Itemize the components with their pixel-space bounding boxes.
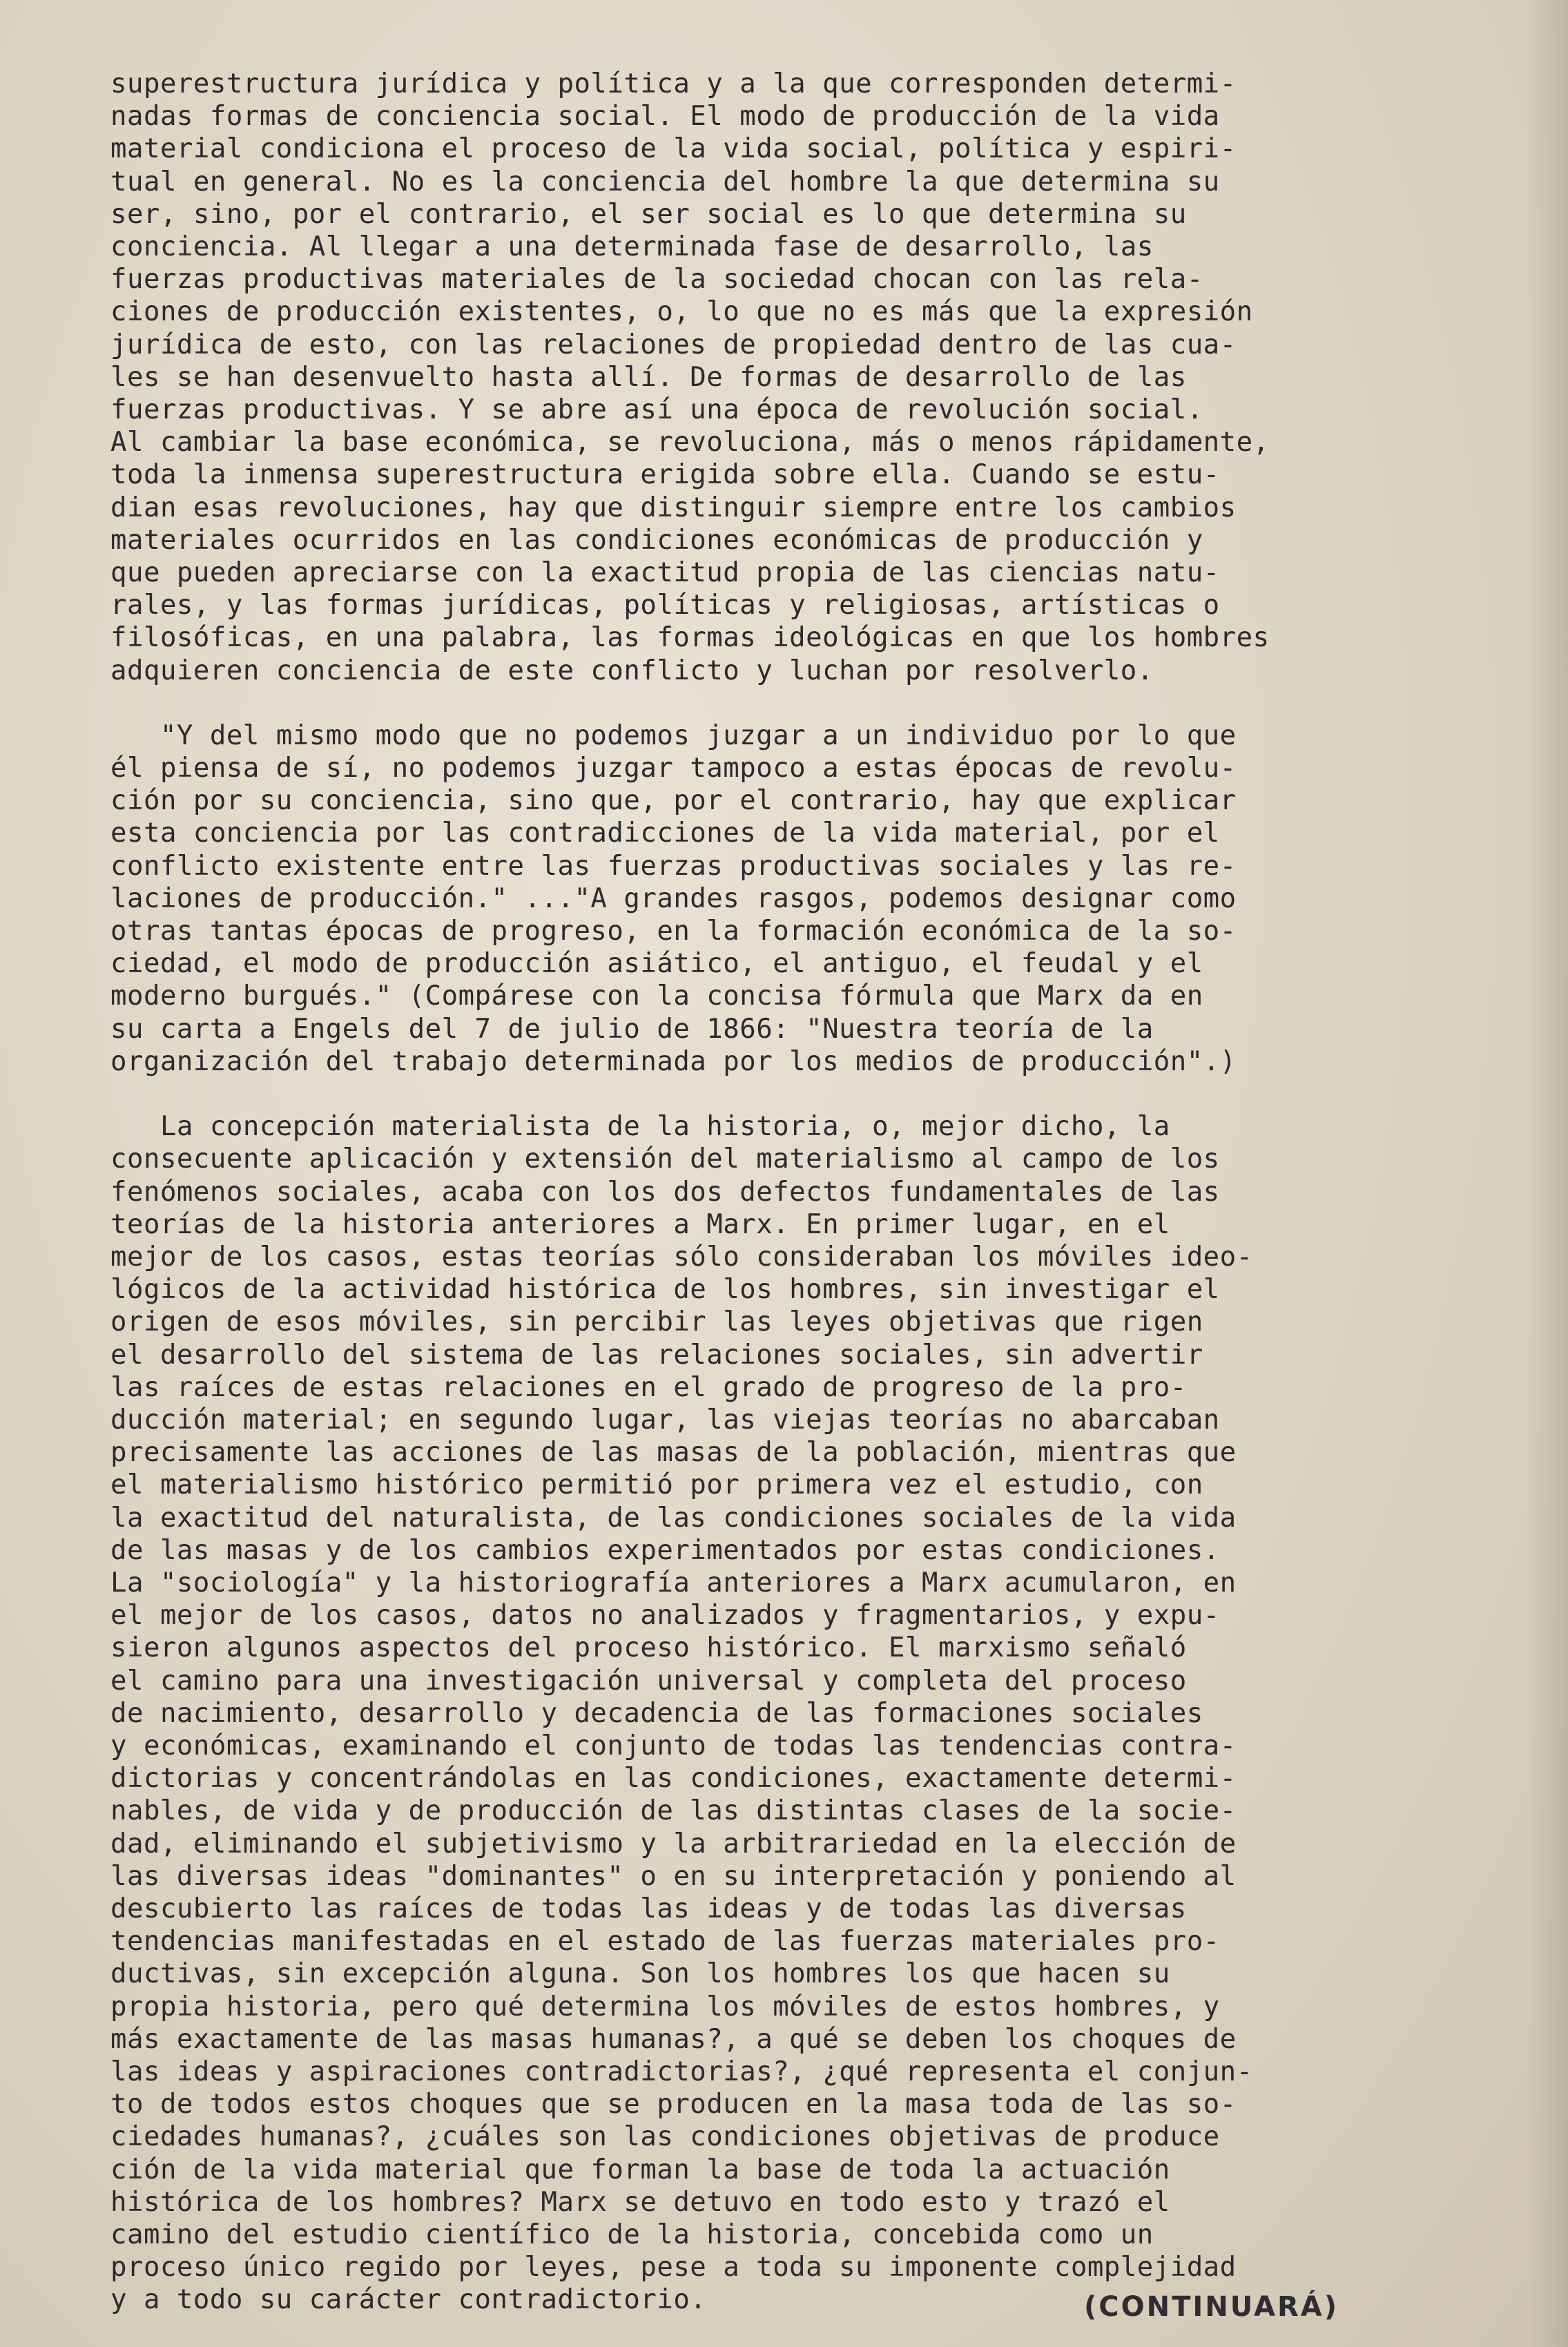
text-line: la exactitud del naturalista, de las condiciones sociales de la vida [110,1502,1237,1534]
text-line: fuerzas productivas. Y se abre así una época de revolución social. [110,394,1203,426]
text-line: histórica de los hombres? Marx se detuvo en todo esto y trazó el [110,2186,1170,2218]
text-line: él piensa de sí, no podemos juzgar tampoco a estas épocas de revolu- [110,753,1237,784]
text-line: materiales ocurridos en las condiciones económicas de producción y [110,524,1203,556]
text-line: origen de esos móviles, sin percibir las leyes objetivas que rigen [110,1306,1203,1338]
text-line: jurídica de esto, con las relaciones de propiedad dentro de las cua- [110,329,1237,360]
text-line: el materialismo histórico permitió por primera vez el estudio, con [110,1469,1203,1501]
text-line: dad, eliminando el subjetivismo y la arbitrariedad en la elección de [110,1828,1237,1860]
text-line: propia historia, pero qué determina los móviles de estos hombres, y [110,1991,1220,2022]
text-line: superestructura jurídica y política y a la que corresponden determi- [110,68,1237,99]
text-line: ción por su conciencia, sino que, por el contrario, hay que explicar [110,785,1237,817]
text-line: de las masas y de los cambios experimentados por estas condiciones. [110,1534,1220,1566]
text-line: conflicto existente entre las fuerzas productivas sociales y las re- [110,850,1237,882]
text-line: dictorias y concentrándolas en las condiciones, exactamente determi- [110,1763,1237,1795]
text-line: proceso único regido por leyes, pese a toda su imponente complejidad [110,2252,1237,2283]
text-line: sieron algunos aspectos del proceso histórico. El marxismo señaló [110,1632,1187,1664]
text-line: las ideas y aspiraciones contradictorias?, ¿qué representa el conjun- [110,2056,1253,2087]
text-line: ducción material; en segundo lugar, las viejas teorías no abarcaban [110,1404,1220,1436]
text-line: el desarrollo del sistema de las relaciones sociales, sin advertir [110,1339,1203,1371]
text-line: descubierto las raíces de todas las ideas y de todas las diversas [110,1893,1187,1924]
text-line: nadas formas de conciencia social. El modo de producción de la vida [110,101,1220,133]
text-line: el mejor de los casos, datos no analizados y fragmentarios, y expu- [110,1600,1220,1632]
text-line: "Y del mismo modo que no podemos juzgar a un individuo por lo que [110,719,1237,751]
text-line: to de todos estos choques que se producen en la masa toda de las so- [110,2089,1237,2121]
text-line: que pueden apreciarse con la exactitud propia de las ciencias natu- [110,557,1220,589]
text-line: ciedades humanas?, ¿cuáles son las condiciones objetivas de produce [110,2121,1220,2153]
text-line: y a todo su carácter contradictorio. [110,2284,707,2316]
paragraph-3 [110,1110,1491,2317]
text-line: nables, de vida y de producción de las distintas clases de la socie- [110,1795,1237,1827]
page-edge-shadow [1527,0,1568,2347]
text-line: fuerzas productivas materiales de la sociedad chocan con las rela- [110,264,1203,296]
text-line: Al cambiar la base económica, se revoluciona, más o menos rápidamente, [110,427,1270,458]
text-line: más exactamente de las masas humanas?, a qué se deben los choques de [110,2023,1237,2055]
paragraph-gap [110,687,1491,719]
text-line: ductivas, sin excepción alguna. Son los hombres los que hacen su [110,1958,1170,1990]
continuation-note: (CONTINUARÁ) [1084,2291,1339,2323]
text-line: ser, sino, por el contrario, el ser social es lo que determina su [110,198,1187,230]
text-line: filosóficas, en una palabra, las formas ideológicas en que los hombres [110,622,1270,654]
text-line: organización del trabajo determinada por los medios de producción".) [110,1045,1237,1077]
text-line: tual en general. No es la conciencia del hombre la que determina su [110,166,1220,197]
text-line: ciedad, el modo de producción asiático, el antiguo, el feudal y el [110,948,1203,980]
text-line: las diversas ideas "dominantes" o en su interpretación y poniendo al [110,1860,1237,1892]
text-line: La "sociología" y la historiografía anteriores a Marx acumularon, en [110,1567,1237,1599]
text-line: consecuente aplicación y extensión del materialismo al campo de los [110,1143,1220,1175]
text-line: toda la inmensa superestructura erigida sobre ella. Cuando se estu- [110,459,1220,491]
text-line: las raíces de estas relaciones en el grado de progreso de la pro- [110,1371,1187,1403]
text-line: ciones de producción existentes, o, lo que no es más que la expresión [110,296,1253,328]
text-line: rales, y las formas jurídicas, políticas y religiosas, artísticas o [110,590,1220,621]
document-body [110,68,1491,2317]
text-line: adquieren conciencia de este conflicto y luchan por resolverlo. [110,655,1154,686]
text-line: fenómenos sociales, acaba con los dos defectos fundamentales de las [110,1176,1220,1208]
text-line: el camino para una investigación universal y completa del proceso [110,1665,1187,1697]
text-line: conciencia. Al llegar a una determinada fase de desarrollo, las [110,231,1154,263]
text-line: y económicas, examinando el conjunto de todas las tendencias contra- [110,1730,1237,1761]
paragraph-2 [110,719,1491,1078]
paragraph-1 [110,68,1491,687]
text-line: camino del estudio científico de la historia, concebida como un [110,2219,1154,2250]
text-line: les se han desenvuelto hasta allí. De formas de desarrollo de las [110,361,1187,393]
text-line: de nacimiento, desarrollo y decadencia de las formaciones sociales [110,1697,1203,1729]
paragraph-gap [110,1078,1491,1110]
text-line: La concepción materialista de la historia, o, mejor dicho, la [110,1111,1170,1143]
text-line: tendencias manifestadas en el estado de las fuerzas materiales pro- [110,1926,1220,1958]
text-line: moderno burgués." (Compárese con la concisa fórmula que Marx da en [110,981,1203,1012]
text-line: lógicos de la actividad histórica de los hombres, sin investigar el [110,1274,1220,1306]
text-line: su carta a Engels del 7 de julio de 1866: "Nuestra teoría de la [110,1013,1154,1045]
text-line: teorías de la historia anteriores a Marx. En primer lugar, en el [110,1208,1170,1240]
text-line: ción de la vida material que forman la base de toda la actuación [110,2154,1170,2185]
text-line: esta conciencia por las contradicciones de la vida material, por el [110,818,1220,849]
text-line: precisamente las acciones de las masas de la población, mientras que [110,1437,1237,1469]
text-line: dian esas revoluciones, hay que distinguir siempre entre los cambios [110,492,1237,523]
text-line: material condiciona el proceso de la vida social, política y espiri- [110,133,1237,165]
text-line: otras tantas épocas de progreso, en la formación económica de la so- [110,916,1237,947]
text-line: mejor de los casos, estas teorías sólo consideraban los móviles ideo- [110,1241,1253,1273]
text-line: laciones de producción." ..."A grandes rasgos, podemos designar como [110,882,1237,914]
